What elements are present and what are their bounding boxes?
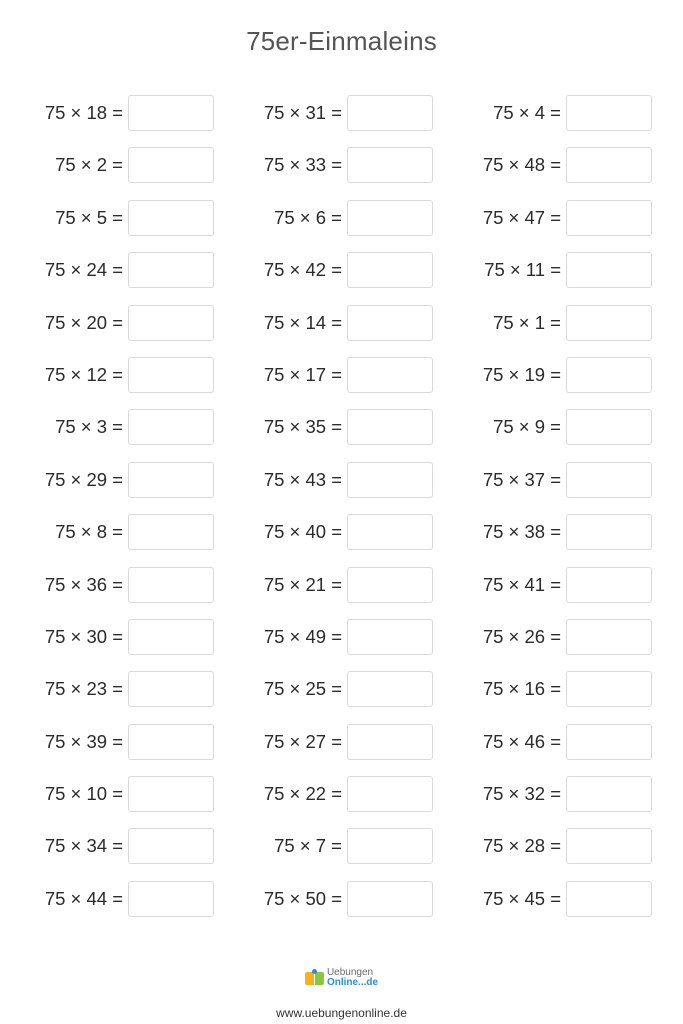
exercise-expression: 75 × 23 = (44, 678, 123, 700)
exercise-row (0, 723, 683, 775)
exercise-expression: 75 × 10 = (44, 783, 123, 805)
exercise-expression: 75 × 22 = (263, 783, 342, 805)
answer-box[interactable] (347, 252, 433, 288)
exercise-expression: 75 × 35 = (263, 416, 342, 438)
answer-box[interactable] (566, 147, 652, 183)
answer-box[interactable] (128, 95, 214, 131)
exercise-expression: 75 × 9 = (493, 416, 561, 438)
exercise-item (254, 723, 433, 761)
answer-box[interactable] (128, 881, 214, 917)
answer-box[interactable] (347, 357, 433, 393)
exercise-expression: 75 × 6 = (274, 206, 342, 228)
exercise-expression: 75 × 46 = (482, 730, 561, 752)
answer-box[interactable] (347, 724, 433, 760)
exercise-expression: 75 × 44 = (44, 887, 123, 909)
exercise-expression: 75 × 43 = (263, 468, 342, 490)
exercise-item (473, 880, 652, 918)
exercise-row (0, 304, 683, 356)
exercise-row (0, 251, 683, 303)
exercise-item (254, 566, 433, 604)
site-logo (0, 968, 683, 988)
answer-box[interactable] (347, 305, 433, 341)
exercise-row (0, 513, 683, 565)
exercise-item (35, 618, 214, 656)
exercise-row (0, 880, 683, 932)
exercise-item (473, 94, 652, 132)
exercise-expression: 75 × 12 = (44, 363, 123, 385)
exercise-item (35, 408, 214, 446)
exercise-item (254, 199, 433, 237)
exercise-row (0, 356, 683, 408)
exercise-row (0, 146, 683, 198)
exercise-item (254, 880, 433, 918)
exercise-row (0, 618, 683, 670)
exercise-item (473, 775, 652, 813)
exercise-item (254, 304, 433, 342)
answer-box[interactable] (347, 881, 433, 917)
answer-box[interactable] (128, 514, 214, 550)
exercise-item (473, 461, 652, 499)
exercise-item (254, 94, 433, 132)
exercise-item (254, 618, 433, 656)
exercise-row (0, 827, 683, 879)
exercise-item (35, 513, 214, 551)
exercise-expression: 75 × 11 = (484, 259, 561, 281)
exercise-expression: 75 × 20 = (44, 311, 123, 333)
exercise-expression: 75 × 47 = (482, 206, 561, 228)
answer-box[interactable] (566, 252, 652, 288)
exercise-expression: 75 × 36 = (44, 573, 123, 595)
page-title: 75er-Einmaleins (246, 26, 437, 56)
answer-box[interactable] (128, 828, 214, 864)
exercise-expression: 75 × 27 = (263, 730, 342, 752)
answer-box[interactable] (347, 95, 433, 131)
exercise-item (473, 251, 652, 289)
answer-box[interactable] (128, 252, 214, 288)
exercise-expression: 75 × 32 = (482, 783, 561, 805)
exercise-row (0, 775, 683, 827)
exercise-expression: 75 × 4 = (493, 102, 561, 123)
answer-box[interactable] (347, 776, 433, 812)
answer-box[interactable] (347, 409, 433, 445)
exercise-item (35, 304, 214, 342)
exercise-item (35, 356, 214, 394)
exercise-item (35, 566, 214, 604)
answer-box[interactable] (128, 462, 214, 498)
exercise-expression: 75 × 25 = (263, 678, 342, 700)
answer-box[interactable] (128, 671, 214, 707)
answer-box[interactable] (566, 95, 652, 131)
exercise-item (35, 827, 214, 865)
exercise-expression: 75 × 33 = (263, 154, 342, 176)
answer-box[interactable] (128, 409, 214, 445)
exercise-expression: 75 × 34 = (44, 835, 123, 857)
answer-box[interactable] (566, 776, 652, 812)
answer-box[interactable] (347, 200, 433, 236)
answer-box[interactable] (347, 567, 433, 603)
exercise-item (473, 304, 652, 342)
exercise-expression: 75 × 48 = (482, 154, 561, 176)
exercise-item (35, 251, 214, 289)
exercise-item (35, 880, 214, 918)
exercise-item (473, 146, 652, 184)
answer-box[interactable] (347, 671, 433, 707)
exercise-item (35, 199, 214, 237)
exercise-item (254, 146, 433, 184)
exercise-expression: 75 × 31 = (263, 102, 342, 123)
exercise-expression: 75 × 37 = (482, 468, 561, 490)
answer-box[interactable] (566, 200, 652, 236)
exercise-item (473, 670, 652, 708)
exercise-expression: 75 × 3 = (55, 416, 123, 438)
answer-box[interactable] (566, 828, 652, 864)
answer-box[interactable] (347, 514, 433, 550)
exercise-item (254, 408, 433, 446)
exercise-expression: 75 × 26 = (482, 625, 561, 647)
exercise-expression: 75 × 1 = (493, 311, 561, 333)
exercise-item (473, 408, 652, 446)
exercise-item (473, 356, 652, 394)
answer-box[interactable] (566, 514, 652, 550)
answer-box[interactable] (566, 462, 652, 498)
exercise-item (254, 670, 433, 708)
answer-box[interactable] (347, 462, 433, 498)
exercise-row (0, 94, 683, 146)
exercise-item (35, 461, 214, 499)
exercise-item (254, 775, 433, 813)
answer-box[interactable] (566, 724, 652, 760)
exercise-expression: 75 × 30 = (44, 625, 123, 647)
exercise-item (254, 513, 433, 551)
exercise-item (473, 199, 652, 237)
exercise-expression: 75 × 39 = (44, 730, 123, 752)
answer-box[interactable] (566, 881, 652, 917)
exercise-expression: 75 × 8 = (55, 521, 123, 543)
open-book-logo-icon (305, 969, 325, 987)
exercise-expression: 75 × 45 = (482, 887, 561, 909)
exercise-expression: 75 × 17 = (263, 363, 342, 385)
exercise-row (0, 461, 683, 513)
logo-text-top: Uebungen (326, 967, 374, 978)
answer-box[interactable] (566, 671, 652, 707)
exercise-item (254, 356, 433, 394)
answer-box[interactable] (128, 619, 214, 655)
exercise-row (0, 566, 683, 618)
exercise-item (35, 670, 214, 708)
exercise-expression: 75 × 38 = (482, 521, 561, 543)
answer-box[interactable] (566, 409, 652, 445)
exercise-item (254, 251, 433, 289)
answer-box[interactable] (128, 147, 214, 183)
exercise-expression: 75 × 41 = (482, 573, 561, 595)
exercise-expression: 75 × 18 = (44, 102, 123, 123)
answer-box[interactable] (347, 828, 433, 864)
exercise-grid (0, 94, 683, 932)
exercise-item (35, 723, 214, 761)
logo-text-bottom: Online...de (326, 977, 379, 988)
exercise-item (473, 566, 652, 604)
exercise-item (254, 461, 433, 499)
exercise-expression: 75 × 5 = (55, 206, 123, 228)
exercise-item (254, 827, 433, 865)
exercise-expression: 75 × 50 = (263, 887, 342, 909)
answer-box[interactable] (128, 305, 214, 341)
exercise-expression: 75 × 29 = (44, 468, 123, 490)
exercise-item (473, 618, 652, 656)
exercise-item (35, 94, 214, 132)
exercise-item (473, 723, 652, 761)
answer-box[interactable] (128, 200, 214, 236)
answer-box[interactable] (128, 567, 214, 603)
exercise-item (473, 513, 652, 551)
answer-box[interactable] (566, 619, 652, 655)
exercise-expression: 75 × 42 = (263, 259, 342, 281)
answer-box[interactable] (347, 147, 433, 183)
exercise-expression: 75 × 21 = (263, 573, 342, 595)
answer-box[interactable] (128, 724, 214, 760)
answer-box[interactable] (566, 357, 652, 393)
answer-box[interactable] (128, 357, 214, 393)
exercise-expression: 75 × 14 = (263, 311, 342, 333)
exercise-expression: 75 × 2 = (55, 154, 123, 176)
exercise-expression: 75 × 24 = (44, 259, 123, 281)
answer-box[interactable] (347, 619, 433, 655)
exercise-expression: 75 × 28 = (482, 835, 561, 857)
answer-box[interactable] (566, 567, 652, 603)
footer-url: www.uebungenonline.de (276, 1006, 407, 1020)
exercise-expression: 75 × 7 = (274, 835, 342, 857)
exercise-expression: 75 × 49 = (263, 625, 342, 647)
exercise-expression: 75 × 40 = (263, 521, 342, 543)
exercise-row (0, 199, 683, 251)
exercise-row (0, 670, 683, 722)
exercise-row (0, 408, 683, 460)
exercise-item (35, 146, 214, 184)
exercise-expression: 75 × 16 = (482, 678, 561, 700)
answer-box[interactable] (128, 776, 214, 812)
exercise-expression: 75 × 19 = (482, 363, 561, 385)
exercise-item (473, 827, 652, 865)
exercise-item (35, 775, 214, 813)
answer-box[interactable] (566, 305, 652, 341)
